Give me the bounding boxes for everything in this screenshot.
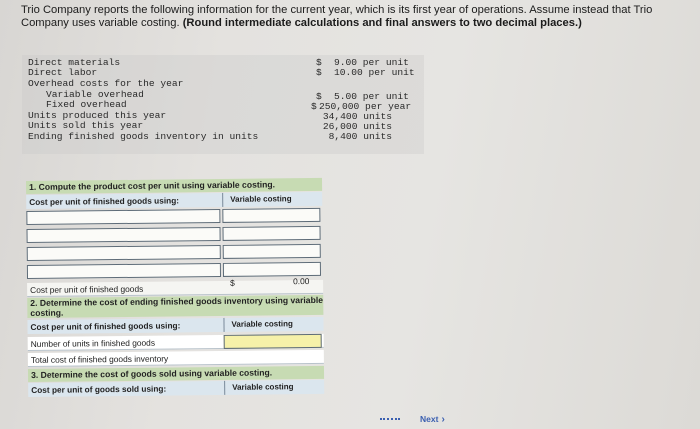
given-information-table bbox=[22, 55, 662, 155]
section1-label-input-2[interactable] bbox=[27, 227, 221, 243]
info-dollar: $ bbox=[316, 67, 322, 78]
info-value: 8,400 units bbox=[328, 131, 392, 142]
info-label: Units sold this year bbox=[28, 120, 144, 131]
info-label: Overhead costs for the year bbox=[28, 78, 184, 89]
info-label: Ending finished goods inventory in units bbox=[28, 131, 259, 142]
section1-total-label: Cost per unit of finished goods bbox=[30, 283, 144, 295]
section2-col-label: Cost per unit of finished goods using: bbox=[30, 320, 181, 332]
info-value: 26,000 units bbox=[322, 121, 392, 132]
nav-dots bbox=[380, 418, 400, 423]
section1-label-input-1[interactable] bbox=[26, 209, 220, 225]
column-divider bbox=[222, 193, 223, 207]
section1-heading: 1. Compute the product cost per unit using variable costing. bbox=[26, 178, 322, 194]
section3-col-method: Variable costing bbox=[232, 382, 294, 392]
section1-total-value[interactable]: 0.00 bbox=[293, 276, 310, 287]
section2-units-label: Number of units in finished goods bbox=[30, 337, 156, 349]
section2-units-input[interactable] bbox=[224, 334, 322, 349]
section2-total-label: Total cost of finished goods inventory bbox=[30, 353, 169, 365]
section1-col-label: Cost per unit of finished goods using: bbox=[29, 195, 180, 207]
info-value: 250,000 per year bbox=[319, 101, 412, 112]
info-value: 9.00 per unit bbox=[334, 57, 409, 68]
info-value: 34,400 units bbox=[322, 111, 392, 122]
section1-col-method: Variable costing bbox=[230, 194, 292, 204]
column-divider bbox=[223, 318, 224, 332]
section3-heading: 3. Determine the cost of goods sold using variable costing. bbox=[28, 366, 324, 382]
info-value: 5.00 per unit bbox=[334, 91, 409, 102]
info-label: Variable overhead bbox=[46, 89, 144, 100]
answer-worksheet bbox=[26, 181, 322, 421]
section1-label-input-3[interactable] bbox=[27, 245, 221, 261]
next-button[interactable] bbox=[420, 414, 445, 425]
section1-column-header bbox=[26, 192, 322, 209]
info-label: Fixed overhead bbox=[46, 99, 127, 110]
problem-intro bbox=[21, 4, 681, 30]
section1-value-input-2[interactable] bbox=[222, 226, 320, 241]
info-dollar: $ bbox=[316, 57, 322, 68]
section2-column-header bbox=[27, 317, 323, 334]
section1-label-input-4[interactable] bbox=[27, 263, 221, 279]
next-label: Next bbox=[420, 414, 439, 424]
section2-col-method: Variable costing bbox=[231, 319, 293, 329]
section2-total-row bbox=[28, 350, 324, 367]
info-dollar: $ bbox=[311, 101, 317, 112]
section1-total-dollar: $ bbox=[230, 277, 235, 288]
chevron-right-icon: › bbox=[441, 414, 445, 425]
info-dollar: $ bbox=[316, 91, 322, 102]
section3-column-header bbox=[28, 380, 324, 397]
info-value: 10.00 per unit bbox=[334, 67, 415, 78]
column-divider bbox=[224, 381, 225, 395]
intro-text: Trio Company reports the following information for the current year, which is its first year of operations. Assume instead that Trio Company uses variable costing. bbox=[21, 4, 653, 29]
intro-instruction: (Round intermediate calculations and final answers to two decimal places.) bbox=[182, 17, 582, 29]
section2-heading: 2. Determine the cost of ending finished goods inventory using variable costing. bbox=[27, 295, 323, 318]
section1-value-input-3[interactable] bbox=[223, 244, 321, 259]
section1-value-input-1[interactable] bbox=[222, 208, 320, 223]
section3-col-label: Cost per unit of goods sold using: bbox=[31, 383, 167, 395]
info-label: Direct labor bbox=[28, 67, 98, 78]
info-label: Direct materials bbox=[28, 57, 121, 68]
info-label: Units produced this year bbox=[28, 110, 167, 121]
